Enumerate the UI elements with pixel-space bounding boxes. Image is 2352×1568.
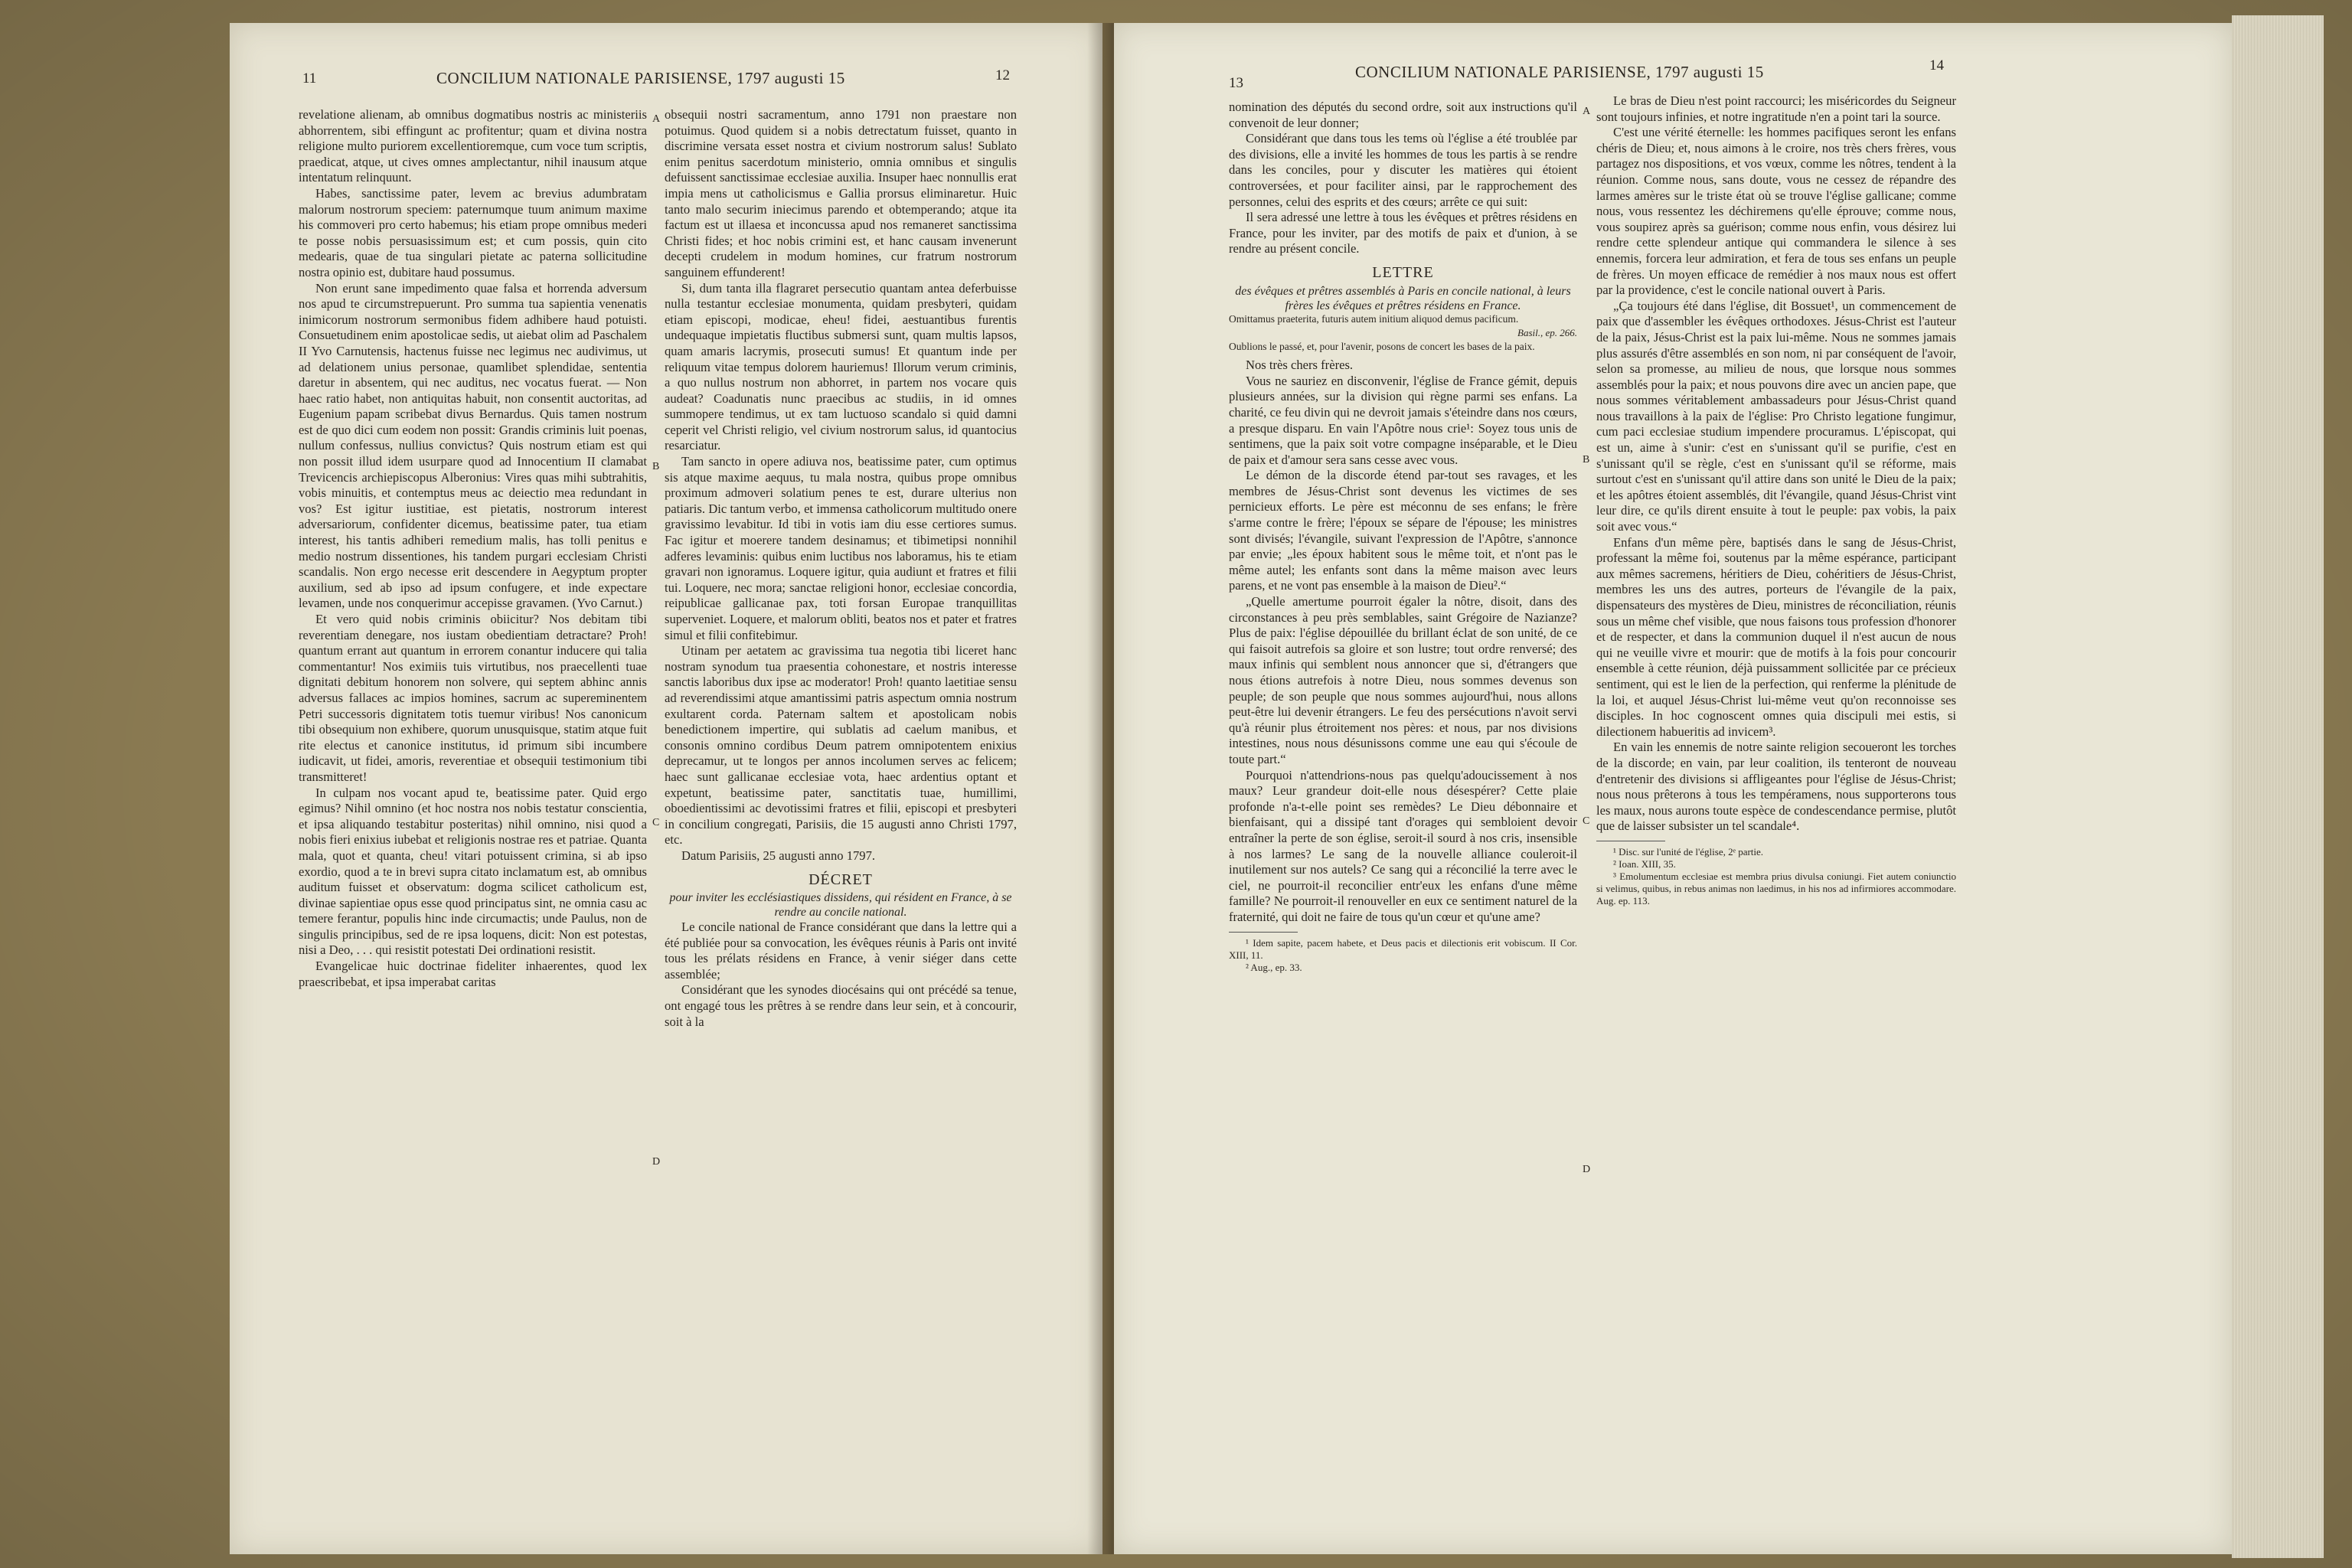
paragraph: C'est une vérité éternelle: les hommes pacifiques seront les enfans chéris de Dieu; et, nous aimons à le croire, nos très chers frères, vous partagez nos dispositions, et vos vœux, comme les nôtres, tendent à la réunion. Comme nous, sans doute, vous ne cessez de répandre des larmes amères sur le triste état où se trouve l'église gallicane; comme nous, vous ressentez les déchiremens qu'elle éprouve; comme nous, vous soupirez après sa guérison; comme nous enfin, vous désirez lui rendre cette splendeur antique qui commandera le silence à ses ennemis, forcera leur admiration, et fera de tous ses enfans un peuple de frères. Un moyen efficace de remédier à nos maux nous est offert par la providence, c'est le concile national ouvert à Paris. bbox=[1596, 125, 1956, 298]
margin-letter: C bbox=[1583, 815, 1590, 827]
left-column-1 bbox=[299, 107, 647, 1516]
margin-letter: C bbox=[652, 817, 660, 828]
lettre-subtitle: des évêques et prêtres assemblés à Paris en concile national, à leurs frères les évêques et prêtres résidens en France. bbox=[1235, 284, 1571, 312]
page-number-left-outer: 11 bbox=[302, 70, 317, 87]
paragraph: Et vero quid nobis criminis obiicitur? Nos debitam tibi reverentiam denegare, nos iustam obedientiam detractare? Proh! quantum errant aut quantum in errorem conantur inducere qui talia commentantur! Nos eximiis tuis virtutibus, nos praecellenti tuae dignitati debitum honorem non solvere, qui septem abhinc annis adversus fallaces ac impios homines, sacrum ac supereminentem Petri successoris dignitatem totis tuemur viribus! Nos canonicum tibi obsequium non exhibere, quorum unusquisque, statim atque fuit rite electus et canonice institutus, id primum sibi incumbere iudicavit, ut fidei, amoris, reverentiae et obsequii testimonium tibi transmitteret! bbox=[299, 612, 647, 784]
paragraph: „Ça toujours été dans l'église, dit Bossuet¹, un commencement de paix que d'assembler les évêques orthodoxes. Jésus-Christ est l'auteur de la paix, Jésus-Christ est la paix lui-même. Nous ne sommes jamais plus assurés d'être assemblés en son nom, ni par conséquent de l'avoir, selon sa promesse, au milieu de nous, que lorsque nous sommes assemblés pour la paix; et nous pouvons dire avec un ancien pape, que nous sommes véritablement ambassadeurs pour Jésus-Christ quand nous travaillons à la paix de l'église: Pro Christo legatione fungimur, cum paci ecclesiae studium impendere procuramus. L'épiscopat, qui est un, aime à s'unir: c'est en s'unissant qu'il se purifie, c'est en s'unissant qu'il se règle, c'est en s'unissant qu'il se réforme, mais surtout c'est en s'unissant qu'il attire dans son unité le Dieu de la paix; et les apôtres étoient assemblés, dit l'évangile, quand Jésus-Christ vint leur dire, ce qu'ils dirent ensuite à tout le peuple: pax vobis, la paix soit avec vous.“ bbox=[1596, 298, 1956, 534]
footnote: ¹ Disc. sur l'unité de l'église, 2ᵉ partie. bbox=[1613, 845, 1764, 858]
paragraph: En vain les ennemis de notre sainte religion secoueront les torches de la discorde; en vain, par leur coalition, ils tenteront de nouveau d'entretenir des divisions si affligeantes pour l'église de Jésus-Christ; nous nous prêterons à tous les tempéramens, nous supporterons tous les maux, nous aurons toute espèce de condescendance permise, plutôt que de laisser subsister un tel scandale⁴. bbox=[1596, 740, 1956, 834]
paragraph: Le concile national de France considérant que dans la lettre qui a été publiée pour sa convocation, les évêques réunis à Paris ont invité tous les prélats résidens en France, à venir siéger dans cette assemblée; bbox=[665, 920, 1017, 982]
paragraph: Utinam per aetatem ac gravissima tua negotia tibi liceret hanc nostram synodum tua praesentia cohonestare, et nostris interesse sanctis laboribus dux ipse ac moderator! Proh! quanto laetitiae sensu ad reverendissimi atque amantissimi patris aspectum omnia nostrum exultarent corda. Paternam saltem et apostolicam nobis benedictionem impertire, qui sublatis ad caelum manibus, et consonis omnino cordibus Deum patrem omnipotentem enixius deprecamur, ut te longos per annos incolumen serves ac felicem; haec sunt gallicanae ecclesiae vota, haec ardentius optant et expetunt, beatissime pater, sanctitatis tuae, humillimi, oboedientissimi ac devotissimi fratres et filii, episcopi et presbyteri in concilium congregati, Parisiis, die 15 augusti anno Christi 1797, etc. bbox=[665, 643, 1017, 848]
footnote: ³ Emolumentum ecclesiae est membra prius divulsa coniungi. Fiet autem coniunctio si velimus, quibus, in rebus animas non laedimus, in his nos ad infirmiores accommodare. Aug. ep. 113. bbox=[1596, 870, 1956, 906]
margin-letter: A bbox=[1583, 106, 1591, 117]
footnote: ¹ Idem sapite, pacem habete, et Deus pacis et dilectionis erit vobiscum. II Cor. XIII, 11. bbox=[1229, 936, 1577, 961]
right-column-2 bbox=[1596, 93, 1956, 1517]
paragraph: Pourquoi n'attendrions-nous pas quelqu'adoucissement à nos maux? Leur grandeur doit-elle nous désespérer? Cette plaie profonde n'a-t-elle point ses remèdes? Le Dieu débonnaire et bienfaisant, qui a dissipé tant d'orages qui sembloient devoir entraîner la perte de son église, seroit-il sourd à nos cris, insensible à nos larmes? Le sang de la nouvelle alliance couleroit-il inutilement sur nos autels? Ce sang qui a réconcilié la terre avec le ciel, ne pourroit-il reconcilier entr'eux les enfans d'une même famille? Ne pourroit-il renouveller en eux ce sentiment naturel de la fraternité, qui doit ne faire de tous qu'un cœur et qu'une ame? bbox=[1229, 767, 1577, 924]
running-head-right: CONCILIUM NATIONALE PARISIENSE, 1797 augusti 15 bbox=[1355, 63, 1764, 81]
paragraph: Enfans d'un même père, baptisés dans le sang de Jésus-Christ, professant la même foi, soutenus par la même espérance, participant aux mêmes sacremens, héritiers de Dieu, cohéritiers de Jésus-Christ, membres les uns des autres, porteurs de l'évangile de la paix, dispensateurs des mystères de Dieu, ministres de réconciliation, réunis sous un même chef visible, que nous faisons tous profession d'honorer et de respecter, et dans la communion duquel il n'est aucun de nous qui ne veuille vivre et mourir: que de motifs à la fois pour concourir ensemble à cette réunion, déjà puissamment sollicitée par ce précieux sentiment, qui est le lien de la perfection, qui renferme la plénitude de la loi, et auquel Jésus-Christ lui-même veut qu'on reconnoisse ses disciples. In hoc cognoscent omnes quia discipuli mei estis, si dilectionem habueritis ad invicem³. bbox=[1596, 534, 1956, 739]
right-column-1 bbox=[1229, 100, 1577, 1524]
epigraph-source: Basil., ep. 266. bbox=[1517, 326, 1577, 338]
paragraph: Tam sancto in opere adiuva nos, beatissime pater, cum optimus sis atque maxime aequus, tu mala nostra, quibus prope omnibus proximum admoveri solatium penes te est, durare ulterius non patiaris. Dic tantum verbo, et immensa catholicorum multitudo onere gravissimo levabitur. Id tibi in votis iam diu esse certiores sumus. Fac igitur et moerere tandem desinamus; et tibimetipsi nonnihil adferes levaminis: quibus enim luctibus nos laboramus, his te etiam gravari non ignoramus. Loquere igitur, quia audiunt et fratres et filii tui. Loquere, nec mora; sanctae religioni honor, ecclesiae concordia, reipublicae gallicanae pax, toti forsan Europae tranquillitas superveniet. Loquere, et malorum obliti, beatos nos et pater et fratres simul et filii confitebimur. bbox=[665, 454, 1017, 642]
margin-letter: D bbox=[652, 1156, 661, 1168]
footnote: ² Ioan. XIII, 35. bbox=[1613, 858, 1676, 870]
salutation: Nos très chers frères. bbox=[1246, 358, 1354, 373]
paragraph: Non erunt sane impedimento quae falsa et horrenda adversum nos apud te circumstrepuerunt. Pro summa tua sapientia venenatis inimicorum nostrorum sermonibus fidem adhibere haud potuisti. Consuetudinem enim apostolicae sedis, ut aiebat olim ad Paschalem II Yvo Carnutensis, hactenus fuisse nec legimus nec audivimus, ut ad delationem unius personae, quamlibet splendidae, sententia daretur in absentem, qui nec auditus, nec vocatus fuerat. — Non haec ratio habet, non antiquitas habuit, non consentit auctoritas, ad Eugenium papam scribebat divus Bernardus. Quis tamen nostrum est de quo dici cum eodem non possit: Grandis criminis luit poenas, nullum confessus, nullius convictus? Quis nostrum etiam est qui non possit illud idem usurpare quod ad Innocentium II clamabat Trevicencis archiepiscopus Alberonius: Vires quas mihi subtrahitis, vobis minuitis, et contemptus meus ac deiectio mea redundant in vos? Est igitur iustitiae, est pietatis, nostrorum interest adversariorum, confidenter dicemus, beatissime pater, tua etiam interest, his tantis adhiberi remedium malis, has tolli penitus e medio nostrum dissentiones, his tandem purgari ecclesiam Christi scandalis. Non ergo necesse erit descendere in Aegyptum propter auxilium, sed ab ipso ad ipsum confugere, et inde expectare levamen, unde nos conquerimur accepisse gravamen. (Yvo Carnut.) bbox=[299, 280, 647, 611]
decret-title: DÉCRET bbox=[808, 871, 873, 888]
paragraph: Si, dum tanta illa flagraret persecutio quantam antea deferbuisse nulla testantur ecclesiae monumenta, quidam presbyteri, quidam etiam episcopi, modicae, eheu! fidei, aestuantibus furentis undequaque impietatis fluctibus submersi sunt, quam multis lapsos, quam amaris lacrymis, prosecuti sumus! Et quantum inde per reliquum vitae tempus dolorem hauriemus! Illorum verum criminis, a quo nullus nostrum non abhorret, in partem nos vocare quis audeat? Coadunatis nunc praecibus ac studiis, in id omnes summopere tendimus, ut ex tam luctuoso scandalo si quid damni ceperit vel Christi religio, vel civium nostrorum salus, id quantocius resarciatur. bbox=[665, 280, 1017, 453]
page-number-right-outer: 14 bbox=[1929, 57, 1944, 74]
paragraph: nomination des députés du second ordre, soit aux instructions qu'il convenoit de leur donner; bbox=[1229, 100, 1577, 130]
margin-letter: B bbox=[1583, 454, 1590, 466]
paragraph: Le bras de Dieu n'est point raccourci; les miséricordes du Seigneur sont toujours infinies, et notre ingratitude n'en a point tari la source. bbox=[1596, 93, 1956, 124]
margin-letter: A bbox=[652, 113, 661, 125]
footnote: ² Aug., ep. 33. bbox=[1246, 961, 1302, 973]
paragraph: In culpam nos vocant apud te, beatissime pater. Quid ergo egimus? Nihil omnino (et hoc nostra nos nobis testatur conscientia, et ipsa aliquando testabitur posteritas) nihil omnino, nisi quod a nobis fieri enixius iubebat et religionis nostrae res et patriae. Quanta mala, quot et quanta, cheu! vitari potuissent crimina, si ab ipso exordio, quod a te in brevi supra citato inclamatum est, ab omnibus auditum fuisset et observatum: dogma scilicet catholicum est, divinae sapientiae opus esse quod principatus sint, ne omnia casu ac temere ferantur, populis hinc inde circumactis; unde Paulus, non de singulis principibus, sed de re ipsa loquens, dicit: Non est potestas, nisi a Deo, . . . qui resistit potestati Dei ordinationi resistit. bbox=[299, 785, 647, 958]
lettre-title: LETTRE bbox=[1372, 263, 1434, 281]
page-edges bbox=[2232, 15, 2324, 1558]
paragraph: Datum Parisiis, 25 augusti anno 1797. bbox=[681, 848, 876, 863]
paragraph: Considérant que dans tous les tems où l'église a été troublée par des divisions, elle a invité les hommes de tous les partis à se rendre dans les conciles, pour y discuter les matières qui étoient controversées, et pour faciliter ainsi, par le rapprochement des personnes, celui des esprits et des cœurs; arrête ce qui suit: bbox=[1229, 131, 1577, 209]
margin-letter: B bbox=[652, 461, 660, 472]
left-column-2 bbox=[665, 107, 1017, 1516]
margin-letter: D bbox=[1583, 1164, 1591, 1175]
paragraph: Il sera adressé une lettre à tous les évêques et prêtres résidens en France, pour les inviter, par des motifs de paix et d'union, à se rendre au présent concile. bbox=[1229, 210, 1577, 256]
paragraph: Le démon de la discorde étend par-tout ses ravages, et les membres de Jésus-Christ sont devenus les victimes de ses pernicieux efforts. Le père est méconnu de ses enfans; le frère s'arme contre le frère; l'époux se sépare de l'épouse; les ministres sont divisés; l'évangile, suivant l'expression de l'Apôtre, s'annonce par envie; „les époux habitent sous le même toit, et n'ont pas le même autel; les enfants sont dans la même maison avec leurs parens, et ne vont pas ensemble à la maison de Dieu².“ bbox=[1229, 468, 1577, 593]
epigraph-latin: Omittamus praeterita, futuris autem initium aliquod demus pacificum. bbox=[1229, 312, 1519, 325]
right-page bbox=[1114, 23, 2232, 1554]
page-number-left-inner: 12 bbox=[995, 67, 1010, 83]
paragraph: Considérant que les synodes diocésains qui ont précédé sa tenue, ont engagé tous les prêtres à se rendre dans leur sein, et à concourir, soit à la bbox=[665, 982, 1017, 1029]
paragraph: revelatione alienam, ab omnibus dogmatibus nostris ac ministeriis abhorrentem, sibi effingunt ac profitentur; quam et divina nostra religione multo puriorem excellentioremque, cum voce tum scriptis, praedicat, atque, ut cives omnes amplectantur, nihil inausum atque intentatum relinquunt. bbox=[299, 107, 647, 185]
paragraph: Evangelicae huic doctrinae fideliter inhaerentes, quod lex praescribebat, et ipsa imperabat caritas bbox=[299, 959, 647, 989]
decret-subtitle: pour inviter les ecclésiastiques dissidens, qui résident en France, à se rendre au concile national. bbox=[669, 891, 1012, 920]
footnote-rule bbox=[1229, 932, 1298, 933]
paragraph: Habes, sanctissime pater, levem ac brevius adumbratam malorum nostrorum speciem: paternumque tuum animum maxime his commoveri pro certo habemus; his etiam prope omnibus mederi te posse nobis persuasissimum est; et cum possis, quin cito medearis, quae de tua singulari pietate ac paterna sollicitudine nostra opinio est, dubitare haud possumus. bbox=[299, 185, 647, 279]
left-page bbox=[230, 23, 1102, 1554]
paragraph: „Quelle amertume pourroit égaler la nôtre, disoit, dans des circonstances à peu près semblables, saint Grégoire de Nazianze? Plus de paix: l'église dépouillée du brillant éclat de son unité, de ce qui faisoit autrefois sa gloire et son lustre; tout ordre renversé; des maux infinis qui semblent nous annoncer que si, d'étrangers que nous étions autrefois à notre Dieu, nous sommes devenus son peuple; de son peuple que nous sommes aujourd'hui, nous allons peut-être lui devenir étrangers. Le feu des persécutions n'avoit servi qu'à réunir plus étroitement nos pères: et nous, par nos divisions intestines, nous nous désunissons comme une eau qui s'écoule de toute part.“ bbox=[1229, 594, 1577, 766]
epigraph-french: Oublions le passé, et, pour l'avenir, posons de concert les bases de la paix. bbox=[1229, 341, 1535, 353]
page-number-right-inner: 13 bbox=[1229, 75, 1243, 91]
paragraph: obsequii nostri sacramentum, anno 1791 non praestare non potuimus. Quod quidem si a nobis detrectatum fuisset, quanto in discrimine versata esset nostra et civium nostrorum salus! Sublato enim penitus sacerdotum ministerio, omnia omnibus et singulis defuissent sanctissimae ecclesiae auxilia. Insuper haec nonnullis erat impia mens ut catholicismus e Gallia prorsus eliminaretur. Huic tanto malo securim iniecimus parendo et obtemperando; atque ita factum est ut illaesa et inconcussa apud nos remaneret sanctissima Christi fides; et hoc nobis crimini est, et hanc causam invenerunt decepti crudelem in modum homines, cur fratrum nostrorum sanguinem effunderent! bbox=[665, 107, 1017, 279]
paragraph: Vous ne sauriez en disconvenir, l'église de France gémit, depuis plusieurs années, sur la division qui règne parmi ses enfans. La charité, ce feu divin qui ne devroit jamais s'éteindre dans nos cœurs, a presque disparu. En vain l'Apôtre nous crie¹: Soyez tous unis de sentimens, que la paix soit votre compagne inséparable, et le Dieu de paix et d'amour sera sans cesse avec vous. bbox=[1229, 373, 1577, 467]
running-head-left: CONCILIUM NATIONALE PARISIENSE, 1797 augusti 15 bbox=[436, 69, 845, 87]
